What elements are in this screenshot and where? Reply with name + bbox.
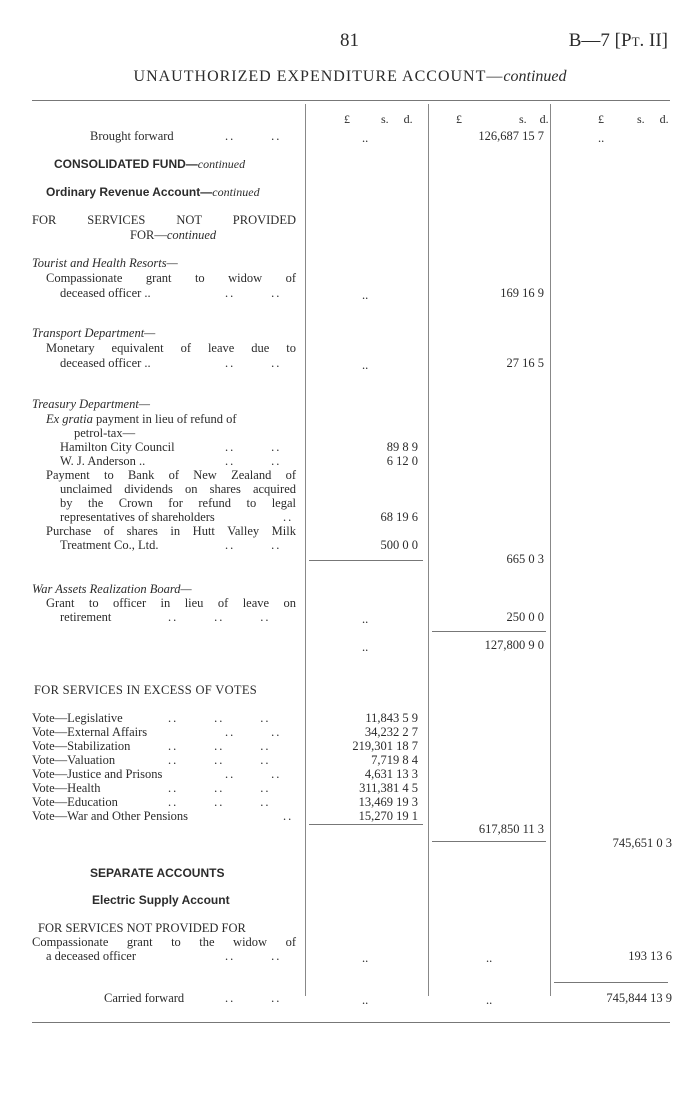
- transport-line2: deceased officer ..: [60, 356, 151, 370]
- col3-pound: £: [598, 112, 604, 126]
- electric-supply-heading: Electric Supply Account: [92, 893, 230, 907]
- leader-dots: .. .. ..: [168, 781, 271, 795]
- treasury-item-amount: 89 8 9: [386, 440, 418, 454]
- col2-shillings: s.: [519, 112, 527, 126]
- consolidated-fund-heading: [54, 157, 245, 172]
- reference-part: [Pt. II]: [614, 30, 668, 51]
- electric-line1: Compassionate grant to the widow of: [32, 935, 296, 949]
- leader-dots: .. .. ..: [168, 753, 271, 767]
- column-divider-3: [550, 104, 551, 996]
- brought-forward-col1: ..: [362, 131, 369, 145]
- col3-header: [598, 112, 669, 127]
- vote-label: Vote—Justice and Prisons: [32, 767, 163, 781]
- vote-amount: 311,381 4 5: [359, 781, 418, 795]
- leader-dots: .. ..: [225, 949, 282, 963]
- war-assets-line1: Grant to officer in lieu of leave on: [46, 596, 296, 610]
- column-divider-1: [305, 104, 306, 996]
- purchase-line1: Purchase of shares in Hutt Valley Milk: [46, 524, 296, 538]
- leader-dots: .. ..: [225, 767, 282, 781]
- carried-forward-col3: 745,844 13 9: [606, 991, 672, 1005]
- treasury-subtotal-rule: [309, 560, 423, 561]
- payment-last-line: representatives of shareholders: [60, 510, 215, 524]
- subtotal-col1: ..: [362, 640, 369, 654]
- treasury-dept-heading: Treasury Department—: [32, 397, 150, 411]
- war-assets-col2: 250 0 0: [506, 610, 544, 624]
- tourist-col1: ..: [362, 288, 369, 302]
- leader-dots: .. ..: [225, 356, 282, 370]
- col1-shillings: s.: [381, 112, 389, 126]
- treasury-item-label: W. J. Anderson ..: [60, 454, 146, 468]
- electric-col3: 193 13 6: [628, 949, 672, 963]
- services-not-provided-line2: [130, 228, 216, 243]
- vote-label: Vote—War and Other Pensions: [32, 809, 189, 823]
- war-assets-col1: ..: [362, 612, 369, 626]
- leader-dots: .. ..: [225, 129, 282, 143]
- excess-votes-rule: [309, 824, 423, 825]
- vote-label: Vote—Stabilization: [32, 739, 131, 753]
- vote-amount: 7,719 8 4: [371, 753, 418, 767]
- col3-pence: d.: [659, 112, 669, 126]
- vote-amount: 13,469 19 3: [358, 795, 418, 809]
- electric-col2: ..: [486, 951, 493, 965]
- col2-pence: d.: [539, 112, 549, 126]
- purchase-amount: 500 0 0: [380, 538, 418, 552]
- title-main: UNAUTHORIZED EXPENDITURE ACCOUNT—: [133, 68, 504, 85]
- payment-amount: 68 19 6: [380, 510, 418, 524]
- col1-pound: £: [344, 112, 350, 126]
- vote-amount: 15,270 19 1: [358, 809, 418, 823]
- vote-label: Vote—Health: [32, 781, 101, 795]
- leader-dots: .. ..: [225, 991, 282, 1005]
- col2-header: [456, 112, 549, 127]
- col1-header: [344, 112, 413, 127]
- leader-dots: .. ..: [225, 440, 282, 454]
- services-for-suffix: continued: [166, 228, 217, 242]
- vote-label: Vote—External Affairs: [32, 725, 148, 739]
- consolidated-fund-text: CONSOLIDATED FUND—: [54, 157, 198, 171]
- col3-shillings: s.: [637, 112, 645, 126]
- excess-total-rule: [432, 841, 546, 842]
- payment-line: by the Crown for refund to legal: [60, 496, 296, 510]
- ex-gratia-italic: Ex gratia: [46, 412, 93, 426]
- vote-label: Vote—Valuation: [32, 753, 116, 767]
- leader-dots: .. ..: [225, 286, 282, 300]
- transport-col2: 27 16 5: [506, 356, 544, 370]
- ordinary-revenue-text: Ordinary Revenue Account—: [46, 185, 213, 199]
- tourist-col2: 169 16 9: [500, 286, 544, 300]
- leader-dots: .. .. ..: [168, 795, 271, 809]
- reference-prefix: B—7: [568, 30, 610, 51]
- brought-forward-col2: 126,687 15 7: [478, 129, 544, 143]
- bottom-rule: [32, 1022, 670, 1023]
- leader-dots: .. .. ..: [168, 711, 271, 725]
- leader-dots: .. ..: [225, 538, 282, 552]
- petrol-tax-line: petrol-tax—: [74, 426, 136, 440]
- page-number: 81: [340, 30, 359, 51]
- vote-amount: 11,843 5 9: [365, 711, 418, 725]
- leader-dots: .. ..: [225, 454, 282, 468]
- war-assets-rule: [432, 631, 546, 632]
- treasury-item-amount: 6 12 0: [386, 454, 418, 468]
- treasury-item-label: Hamilton City Council: [60, 440, 175, 454]
- payment-line: unclaimed dividends on shares acquired: [60, 482, 296, 496]
- excess-votes-total: 617,850 11 3: [478, 822, 544, 836]
- carried-forward-col1: ..: [362, 993, 369, 1007]
- column-divider-2: [428, 104, 429, 996]
- brought-forward-label: Brought forward: [90, 129, 174, 143]
- vote-amount: 4,631 13 3: [364, 767, 418, 781]
- leader-dots: ..: [283, 510, 294, 524]
- col2-pound: £: [456, 112, 462, 126]
- table-top-rule: [32, 100, 670, 101]
- leader-dots: .. ..: [225, 725, 282, 739]
- vote-label: Vote—Legislative: [32, 711, 123, 725]
- page-title: [0, 68, 700, 86]
- brought-forward-col3: ..: [598, 131, 605, 145]
- leader-dots: .. .. ..: [168, 610, 271, 624]
- vote-amount: 34,232 2 7: [364, 725, 418, 739]
- electric-line2: a deceased officer: [46, 949, 136, 963]
- transport-dept-heading: Transport Department—: [32, 326, 156, 340]
- ex-gratia-rest: payment in lieu of refund of: [92, 412, 237, 426]
- leader-dots: ..: [283, 809, 294, 823]
- vote-amount: 219,301 18 7: [352, 739, 418, 753]
- ex-gratia-line: [46, 412, 237, 427]
- carried-forward-top-rule: [554, 982, 668, 983]
- tourist-line1: Compassionate grant to widow of: [46, 271, 296, 285]
- ordinary-revenue-heading: [46, 185, 260, 200]
- document-reference: [569, 30, 668, 52]
- carried-forward-label: Carried forward: [104, 991, 185, 1005]
- transport-col1: ..: [362, 358, 369, 372]
- consolidated-fund-suffix: continued: [197, 157, 246, 171]
- carried-forward-col2: ..: [486, 993, 493, 1007]
- transport-line1: Monetary equivalent of leave due to: [46, 341, 296, 355]
- purchase-line2: Treatment Co., Ltd.: [60, 538, 159, 552]
- electric-col1: ..: [362, 951, 369, 965]
- subtotal-col2: 127,800 9 0: [484, 638, 544, 652]
- tourist-dept-heading: Tourist and Health Resorts—: [32, 256, 178, 270]
- excess-votes-heading: FOR SERVICES IN EXCESS OF VOTES: [34, 683, 258, 697]
- grand-total: 745,651 0 3: [612, 836, 672, 850]
- separate-accounts-heading: SEPARATE ACCOUNTS: [90, 866, 225, 880]
- tourist-line2: deceased officer ..: [60, 286, 151, 300]
- leader-dots: .. .. ..: [168, 739, 271, 753]
- services-for-text: FOR—: [130, 228, 167, 242]
- ordinary-revenue-suffix: continued: [212, 185, 260, 199]
- payment-line: Payment to Bank of New Zealand of: [46, 468, 296, 482]
- col1-pence: d.: [403, 112, 413, 126]
- electric-services-heading: FOR SERVICES NOT PROVIDED FOR: [38, 921, 246, 935]
- war-assets-dept-heading: War Assets Realization Board—: [32, 582, 192, 596]
- vote-label: Vote—Education: [32, 795, 118, 809]
- title-suffix: continued: [503, 68, 567, 85]
- treasury-subtotal: 665 0 3: [506, 552, 544, 566]
- services-not-provided-line1: FOR SERVICES NOT PROVIDED: [32, 213, 296, 227]
- war-assets-line2: retirement: [60, 610, 112, 624]
